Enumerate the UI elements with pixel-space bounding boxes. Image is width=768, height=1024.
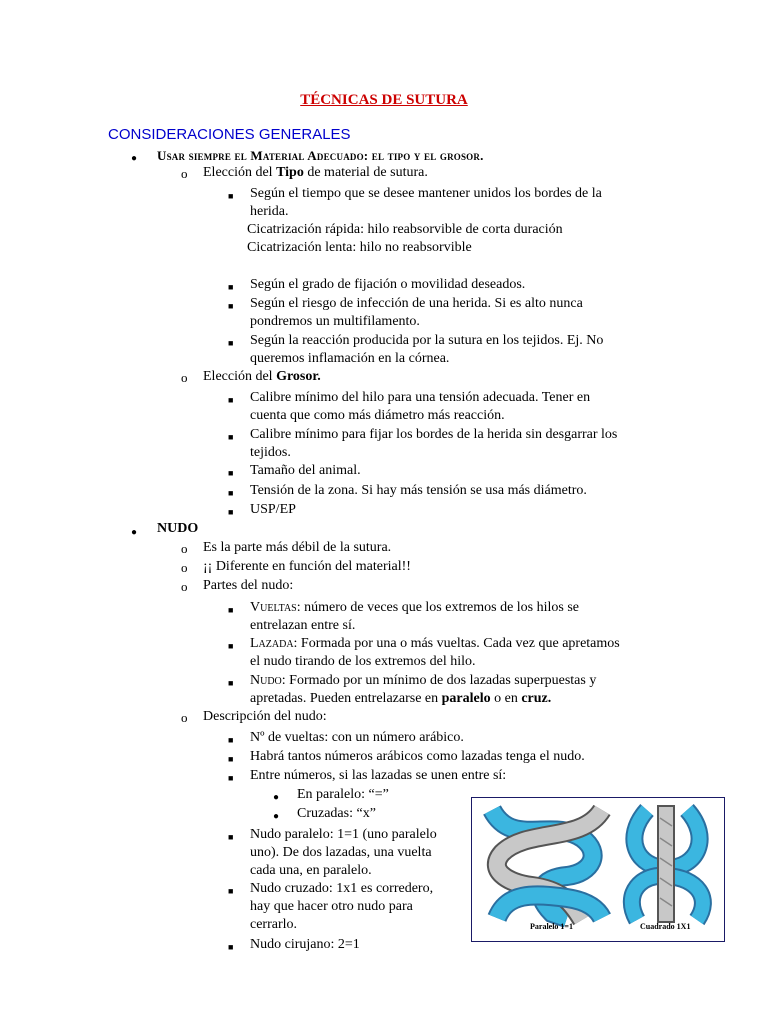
nudo-paralelo-cont: uno). De dos lazadas, una vuelta [250, 845, 432, 860]
bullet-dot: ● [131, 527, 138, 538]
nudo-def-cont: apretadas. Pueden entrelazarse en paralelo o en cruz. [250, 691, 552, 706]
section-heading: CONSIDERACIONES GENERALES [108, 126, 351, 143]
paralelo-symbol: En paralelo: “=” [297, 787, 389, 802]
bullet-dot: ● [131, 153, 138, 164]
nudo-heading: NUDO [157, 521, 199, 536]
nudo-cruzado-cont2: cerrarlo. [250, 917, 298, 932]
circle-bullet: o [181, 560, 188, 575]
tipo-item-3: Según el riesgo de infección de una herida. Si es alto nunca [250, 296, 583, 311]
square-bullet: ■ [228, 432, 234, 442]
desc-item-1: Nº de vueltas: con un número arábico. [250, 730, 464, 745]
nudo-cirujano: Nudo cirujano: 2=1 [250, 937, 360, 952]
cuadrado-gray-rope [658, 806, 674, 922]
desc-item-3: Entre números, si las lazadas se unen entre sí: [250, 768, 507, 783]
square-bullet: ■ [228, 468, 234, 478]
desc-item-2: Habrá tantos números arábicos como lazadas tenga el nudo. [250, 749, 585, 764]
square-bullet: ■ [228, 773, 234, 783]
grosor-item-2-cont: tejidos. [250, 445, 291, 460]
square-bullet: ■ [228, 942, 234, 952]
bullet-dot: ● [273, 811, 280, 822]
circle-bullet: o [181, 710, 188, 725]
square-bullet: ■ [228, 395, 234, 405]
grosor-item-4: Tensión de la zona. Si hay más tensión se usa más diámetro. [250, 483, 587, 498]
circle-bullet: o [181, 579, 188, 594]
cruzadas-symbol: Cruzadas: “x” [297, 806, 376, 821]
square-bullet: ■ [228, 754, 234, 764]
bullet-dot: ● [273, 792, 280, 803]
square-bullet: ■ [228, 832, 234, 842]
material-bullet: Usar siempre el Material Adecuado: el tipo y el grosor. [157, 148, 484, 163]
square-bullet: ■ [228, 678, 234, 688]
cicatrizacion-rapida: Cicatrización rápida: hilo reabsorvible de corta duración [247, 222, 563, 237]
grosor-item-1-cont: cuenta que como más diámetro más reacción. [250, 408, 505, 423]
tipo-heading: Elección del Tipo de material de sutura. [203, 165, 428, 180]
tipo-item-1: Según el tiempo que se desee mantener unidos los bordes de la [250, 186, 602, 201]
nudo-item-3: Partes del nudo: [203, 578, 294, 593]
vueltas-def-cont: entrelazan entre sí. [250, 618, 356, 633]
knot-illustration [472, 798, 724, 941]
nudo-cruzado: Nudo cruzado: 1x1 es corredero, [250, 881, 434, 896]
nudo-paralelo-cont2: cada una, en paralelo. [250, 863, 372, 878]
square-bullet: ■ [228, 886, 234, 896]
nudo-item-1: Es la parte más débil de la sutura. [203, 540, 392, 555]
tipo-item-2: Según el grado de fijación o movilidad deseados. [250, 277, 526, 292]
square-bullet: ■ [228, 282, 234, 292]
lazada-def: Lazada: Formada por una o más vueltas. Cada vez que apretamos [250, 636, 620, 651]
grosor-item-3: Tamaño del animal. [250, 463, 361, 478]
grosor-heading: Elección del Grosor. [203, 369, 321, 384]
tipo-item-3-cont: pondremos un multifilamento. [250, 314, 420, 329]
grosor-item-5: USP/EP [250, 502, 296, 517]
square-bullet: ■ [228, 605, 234, 615]
vueltas-def: Vueltas: número de veces que los extremos de los hilos se [250, 600, 580, 615]
grosor-item-2: Calibre mínimo para fijar los bordes de la herida sin desgarrar los [250, 427, 618, 442]
circle-bullet: o [181, 370, 188, 385]
tipo-item-1-cont: herida. [250, 204, 289, 219]
grosor-item-1: Calibre mínimo del hilo para una tensión adecuada. Tener en [250, 390, 591, 405]
square-bullet: ■ [228, 488, 234, 498]
caption-paralelo: Paralelo 1=1 [530, 922, 573, 931]
page-title: TÉCNICAS DE SUTURA [300, 92, 468, 108]
nudo-paralelo: Nudo paralelo: 1=1 (uno paralelo [250, 827, 437, 842]
circle-bullet: o [181, 166, 188, 181]
square-bullet: ■ [228, 338, 234, 348]
square-bullet: ■ [228, 735, 234, 745]
square-bullet: ■ [228, 301, 234, 311]
square-bullet: ■ [228, 191, 234, 201]
tipo-item-4: Según la reacción producida por la sutura en los tejidos. Ej. No [250, 333, 604, 348]
tipo-item-4-cont: queremos inflamación en la córnea. [250, 351, 450, 366]
nudo-def: Nudo: Formado por un mínimo de dos lazadas superpuestas y [250, 673, 597, 688]
lazada-def-cont: el nudo tirando de los extremos del hilo. [250, 654, 476, 669]
nudo-item-2: ¡¡ Diferente en función del material!! [203, 559, 411, 574]
circle-bullet: o [181, 541, 188, 556]
square-bullet: ■ [228, 507, 234, 517]
cicatrizacion-lenta: Cicatrización lenta: hilo no reabsorvible [247, 240, 472, 255]
square-bullet: ■ [228, 641, 234, 651]
caption-cuadrado: Cuadrado 1X1 [640, 922, 691, 931]
descripcion-heading: Descripción del nudo: [203, 709, 327, 724]
knot-figure [471, 797, 725, 942]
nudo-cruzado-cont: hay que hacer otro nudo para [250, 899, 413, 914]
